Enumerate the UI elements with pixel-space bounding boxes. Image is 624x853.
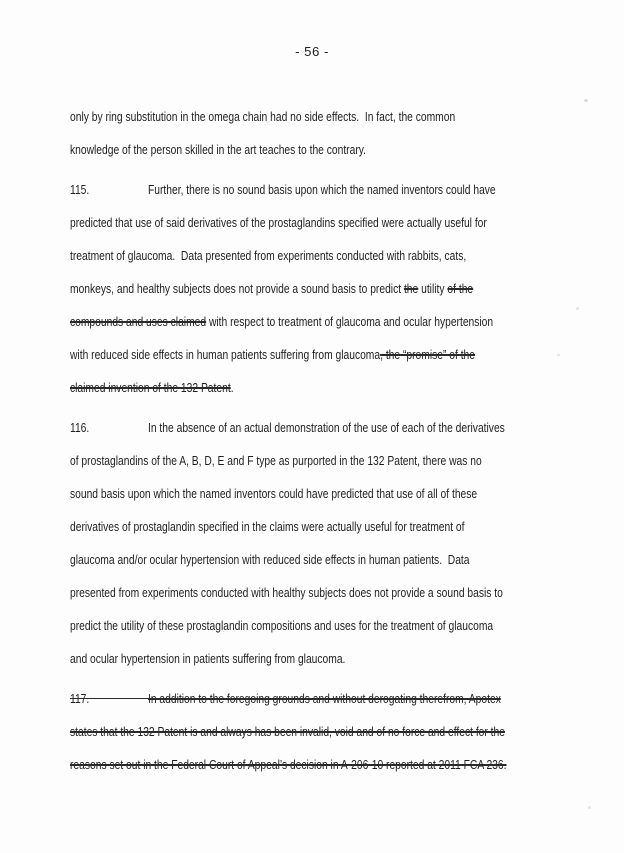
text-run: In the absence of an actual demonstration of the use of each of the derivatives — [148, 420, 505, 435]
text-run: of prostaglandins of the A, B, D, E and F type as purported in the 132 Patent, there was no — [70, 453, 482, 468]
text-line — [70, 576, 561, 609]
text-line — [70, 477, 561, 510]
text-line — [70, 338, 561, 371]
struck-text-run: the — [403, 281, 419, 296]
paragraph — [70, 100, 561, 166]
scan-speck — [576, 307, 579, 310]
text-line — [70, 609, 561, 642]
paragraph — [70, 682, 561, 781]
text-run: derivatives of prostaglandin specified in the claims were actually useful for treatment of — [70, 519, 465, 534]
text-run: presented from experiments conducted with healthy subjects does not provide a sound basis to — [70, 585, 503, 600]
text-line — [70, 100, 561, 133]
paragraph — [70, 411, 561, 675]
text-line — [70, 543, 561, 576]
text-run: sound basis upon which the named inventors could have predicted that use of all of these — [70, 486, 478, 501]
paragraph-number: 115. — [70, 182, 90, 197]
text-line — [70, 682, 561, 715]
text-run: . — [230, 380, 234, 395]
text-line — [70, 411, 561, 444]
text-line — [70, 715, 561, 748]
text-run: with reduced side effects in human patients suffering from glaucoma — [70, 347, 381, 362]
scan-speck — [584, 99, 588, 102]
text-run: Further, there is no sound basis upon which the named inventors could have — [148, 182, 496, 197]
text-run: predict the utility of these prostaglandin compositions and uses for the treatment of glaucoma — [70, 618, 494, 633]
text-run: treatment of glaucoma. Data presented from experiments conducted with rabbits, cats, — [70, 248, 467, 263]
paragraph-number: 116. — [70, 420, 90, 435]
struck-text-run: of the — [447, 281, 474, 296]
page-number: - 56 - — [295, 44, 329, 59]
struck-text-run: In addition to the foregoing grounds and without derogating therefrom, Apotex — [148, 691, 501, 706]
text-line — [70, 305, 561, 338]
text-run: only by ring substitution in the omega chain had no side effects. In fact, the common — [70, 109, 456, 124]
struck-text-run: compounds and uses claimed — [70, 314, 207, 329]
text-run: glaucoma and/or ocular hypertension with reduced side effects in human patients. Data — [70, 552, 470, 567]
text-line — [70, 444, 561, 477]
struck-text-run: claimed invention of the 132 Patent — [70, 380, 231, 395]
struck-text-run: states that the 132 Patent is and always has been invalid, void and of no force and effect for the — [70, 724, 505, 739]
paragraph-number: 117. — [70, 682, 148, 715]
text-line — [70, 206, 561, 239]
text-line — [70, 748, 561, 781]
text-line — [70, 173, 561, 206]
text-line — [70, 642, 561, 675]
struck-text-run: , the “promise” of the — [380, 347, 476, 362]
text-run: and ocular hypertension in patients suffering from glaucoma. — [70, 651, 346, 666]
text-run: predicted that use of said derivatives of the prostaglandins specified were actually useful for — [70, 215, 487, 230]
struck-text-run: reasons set out in the Federal Court of Appeal’s decision in A-206-10 reported at 2011 FCA 236. — [70, 757, 507, 772]
text-line — [70, 239, 561, 272]
text-line — [70, 133, 561, 166]
scan-speck — [557, 354, 560, 356]
paragraph — [70, 173, 561, 404]
text-run: knowledge of the person skilled in the art teaches to the contrary. — [70, 142, 366, 157]
text-run: monkeys, and healthy subjects does not provide a sound basis to predict — [70, 281, 404, 296]
document-body — [70, 100, 561, 788]
text-line — [70, 272, 561, 305]
scan-speck — [588, 806, 591, 809]
text-run: utility — [418, 281, 448, 296]
text-line — [70, 510, 561, 543]
text-run: with respect to treatment of glaucoma and ocular hypertension — [206, 314, 494, 329]
text-line — [70, 371, 561, 404]
